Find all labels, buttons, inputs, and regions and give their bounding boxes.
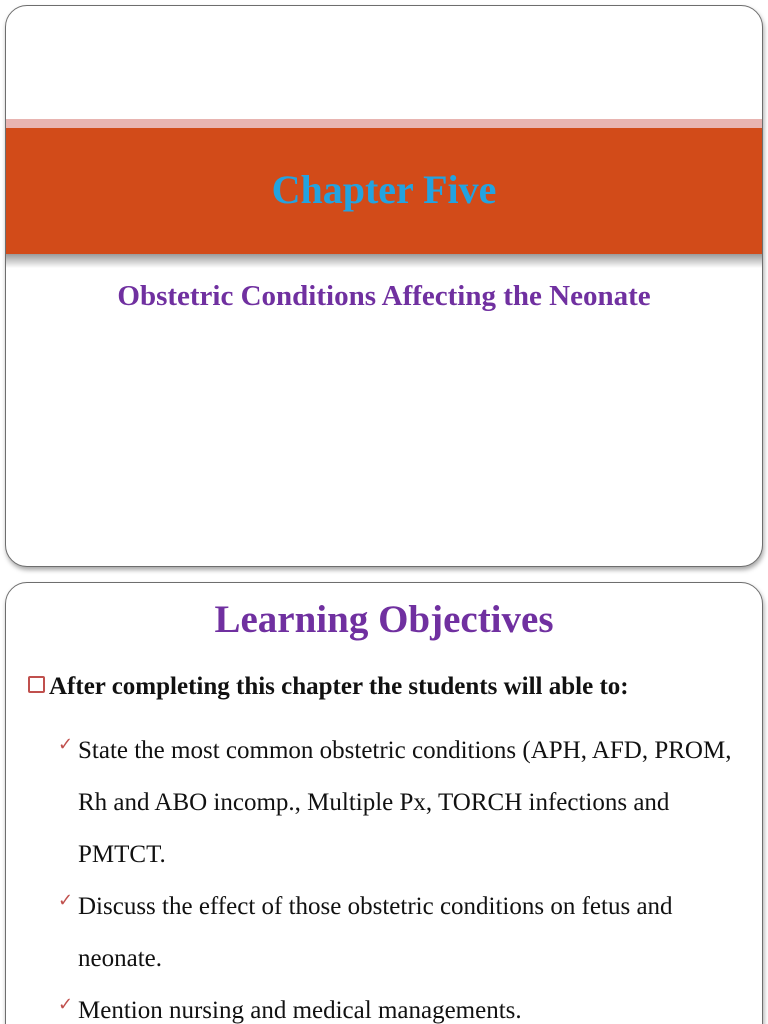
title-band-shadow bbox=[6, 254, 762, 268]
checkmark-icon: ✓ bbox=[58, 890, 74, 911]
objectives-intro bbox=[28, 673, 629, 701]
learning-objectives-title: Learning Objectives bbox=[214, 598, 554, 641]
list-item bbox=[55, 985, 745, 1024]
slide-learning-objectives bbox=[5, 582, 763, 1024]
square-bullet-icon bbox=[28, 676, 45, 693]
checkmark-icon: ✓ bbox=[58, 734, 74, 755]
chapter-subtitle: Obstetric Conditions Affecting the Neonate bbox=[117, 280, 651, 312]
objectives-intro-text: After completing this chapter the students will able to: bbox=[49, 673, 629, 700]
slide-chapter-title bbox=[5, 5, 763, 567]
list-item bbox=[55, 881, 745, 985]
objective-text: State the most common obstetric conditions (APH, AFD, PROM, Rh and ABO incomp., Multiple Px, TORCH infections and PMTCT. bbox=[78, 737, 732, 868]
objective-text: Discuss the effect of those obstetric conditions on fetus and neonate. bbox=[78, 893, 673, 972]
checkmark-icon: ✓ bbox=[58, 994, 74, 1015]
chapter-title: Chapter Five bbox=[271, 166, 497, 212]
list-item bbox=[55, 725, 745, 881]
objectives-list bbox=[55, 725, 745, 1024]
title-band bbox=[6, 128, 762, 254]
objective-text: Mention nursing and medical managements. bbox=[78, 997, 522, 1024]
